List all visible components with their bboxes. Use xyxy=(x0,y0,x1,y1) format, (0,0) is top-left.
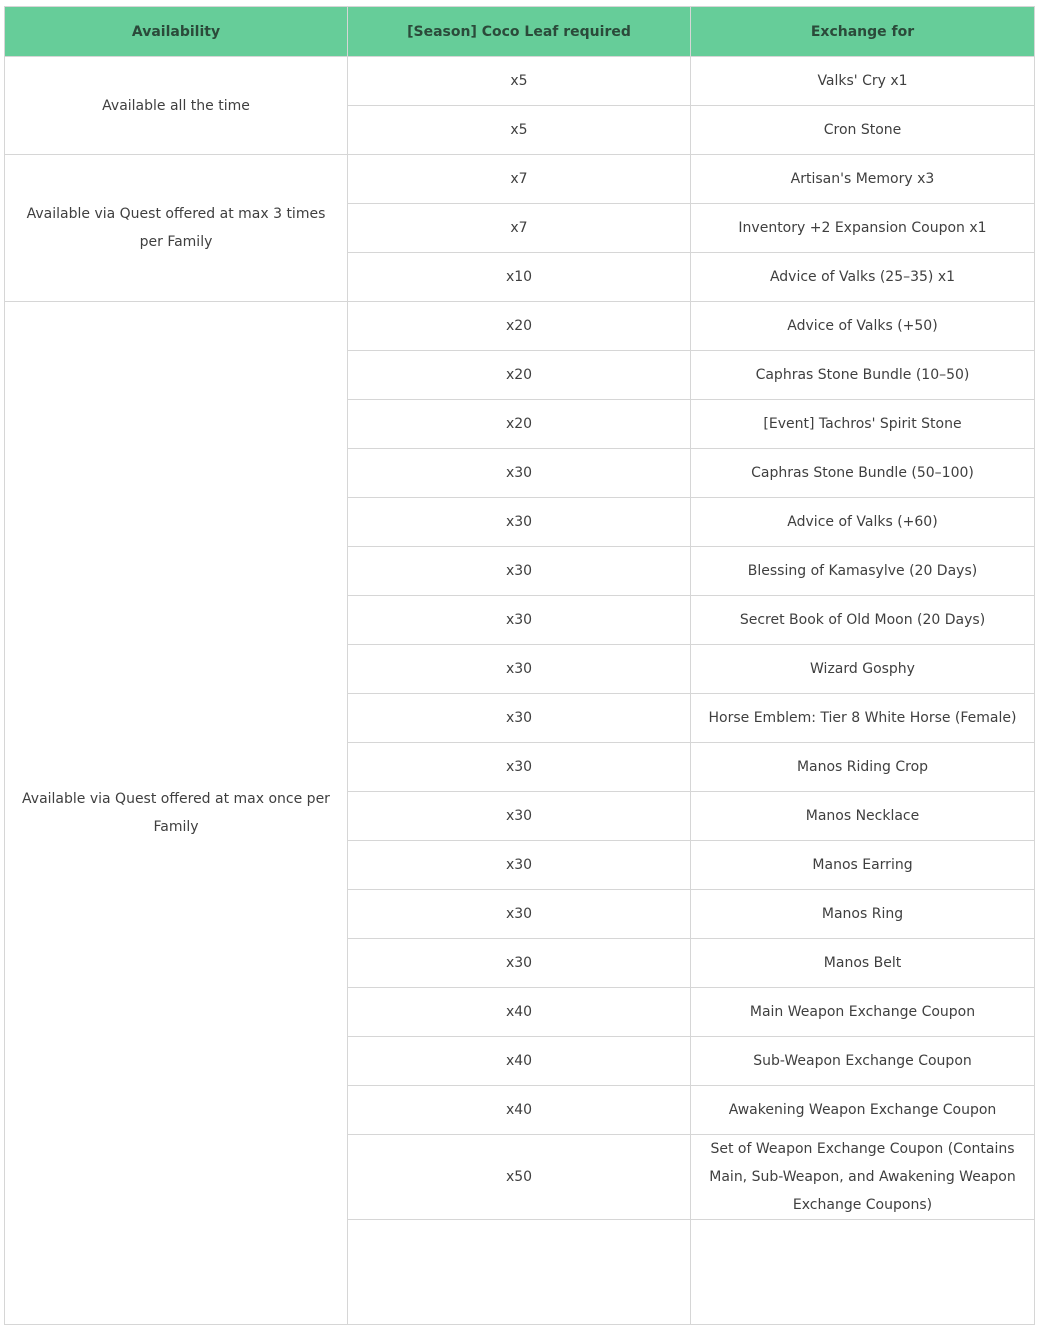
required-cell: x30 xyxy=(348,939,691,988)
required-cell: x50 xyxy=(348,1135,691,1220)
exchange-cell: Inventory +2 Expansion Coupon x1 xyxy=(691,204,1035,253)
availability-cell: Available via Quest offered at max once per Family xyxy=(5,302,348,1325)
exchange-cell: [Event] Tachros' Spirit Stone xyxy=(691,400,1035,449)
exchange-cell: Advice of Valks (+60) xyxy=(691,498,1035,547)
exchange-cell: Wizard Gosphy xyxy=(691,645,1035,694)
required-cell: x30 xyxy=(348,449,691,498)
required-cell: x10 xyxy=(348,253,691,302)
exchange-cell: Main Weapon Exchange Coupon xyxy=(691,988,1035,1037)
availability-cell: Available via Quest offered at max 3 times per Family xyxy=(5,155,348,302)
required-cell: x30 xyxy=(348,841,691,890)
exchange-cell: Manos Riding Crop xyxy=(691,743,1035,792)
exchange-cell: Artisan's Memory x3 xyxy=(691,155,1035,204)
exchange-cell xyxy=(691,1220,1035,1325)
exchange-cell: Sub-Weapon Exchange Coupon xyxy=(691,1037,1035,1086)
table-row xyxy=(5,57,1035,106)
availability-cell: Available all the time xyxy=(5,57,348,155)
exchange-cell: Manos Necklace xyxy=(691,792,1035,841)
required-cell: x40 xyxy=(348,1086,691,1135)
exchange-cell: Advice of Valks (25–35) x1 xyxy=(691,253,1035,302)
header-coco-leaf-required: [Season] Coco Leaf required xyxy=(348,7,691,57)
required-cell: x5 xyxy=(348,57,691,106)
required-cell: x7 xyxy=(348,155,691,204)
exchange-cell: Valks' Cry x1 xyxy=(691,57,1035,106)
required-cell: x30 xyxy=(348,645,691,694)
exchange-cell: Advice of Valks (+50) xyxy=(691,302,1035,351)
required-cell: x20 xyxy=(348,400,691,449)
required-cell: x30 xyxy=(348,498,691,547)
exchange-cell: Secret Book of Old Moon (20 Days) xyxy=(691,596,1035,645)
required-cell xyxy=(348,1220,691,1325)
exchange-table xyxy=(4,6,1035,1325)
required-cell: x7 xyxy=(348,204,691,253)
required-cell: x30 xyxy=(348,694,691,743)
exchange-cell: Cron Stone xyxy=(691,106,1035,155)
required-cell: x30 xyxy=(348,792,691,841)
exchange-cell: Caphras Stone Bundle (50–100) xyxy=(691,449,1035,498)
exchange-cell: Horse Emblem: Tier 8 White Horse (Female) xyxy=(691,694,1035,743)
table-row xyxy=(5,155,1035,204)
exchange-cell: Set of Weapon Exchange Coupon (Contains Main, Sub-Weapon, and Awakening Weapon Exchange Coupons) xyxy=(691,1135,1035,1220)
required-cell: x40 xyxy=(348,1037,691,1086)
exchange-cell: Manos Belt xyxy=(691,939,1035,988)
required-cell: x30 xyxy=(348,890,691,939)
exchange-cell: Caphras Stone Bundle (10–50) xyxy=(691,351,1035,400)
table-row xyxy=(5,302,1035,351)
exchange-cell: Manos Earring xyxy=(691,841,1035,890)
required-cell: x30 xyxy=(348,596,691,645)
required-cell: x5 xyxy=(348,106,691,155)
required-cell: x20 xyxy=(348,302,691,351)
exchange-cell: Blessing of Kamasylve (20 Days) xyxy=(691,547,1035,596)
required-cell: x30 xyxy=(348,743,691,792)
header-availability: Availability xyxy=(5,7,348,57)
exchange-cell: Awakening Weapon Exchange Coupon xyxy=(691,1086,1035,1135)
required-cell: x40 xyxy=(348,988,691,1037)
required-cell: x20 xyxy=(348,351,691,400)
header-row xyxy=(5,7,1035,57)
header-exchange-for: Exchange for xyxy=(691,7,1035,57)
required-cell: x30 xyxy=(348,547,691,596)
exchange-cell: Manos Ring xyxy=(691,890,1035,939)
